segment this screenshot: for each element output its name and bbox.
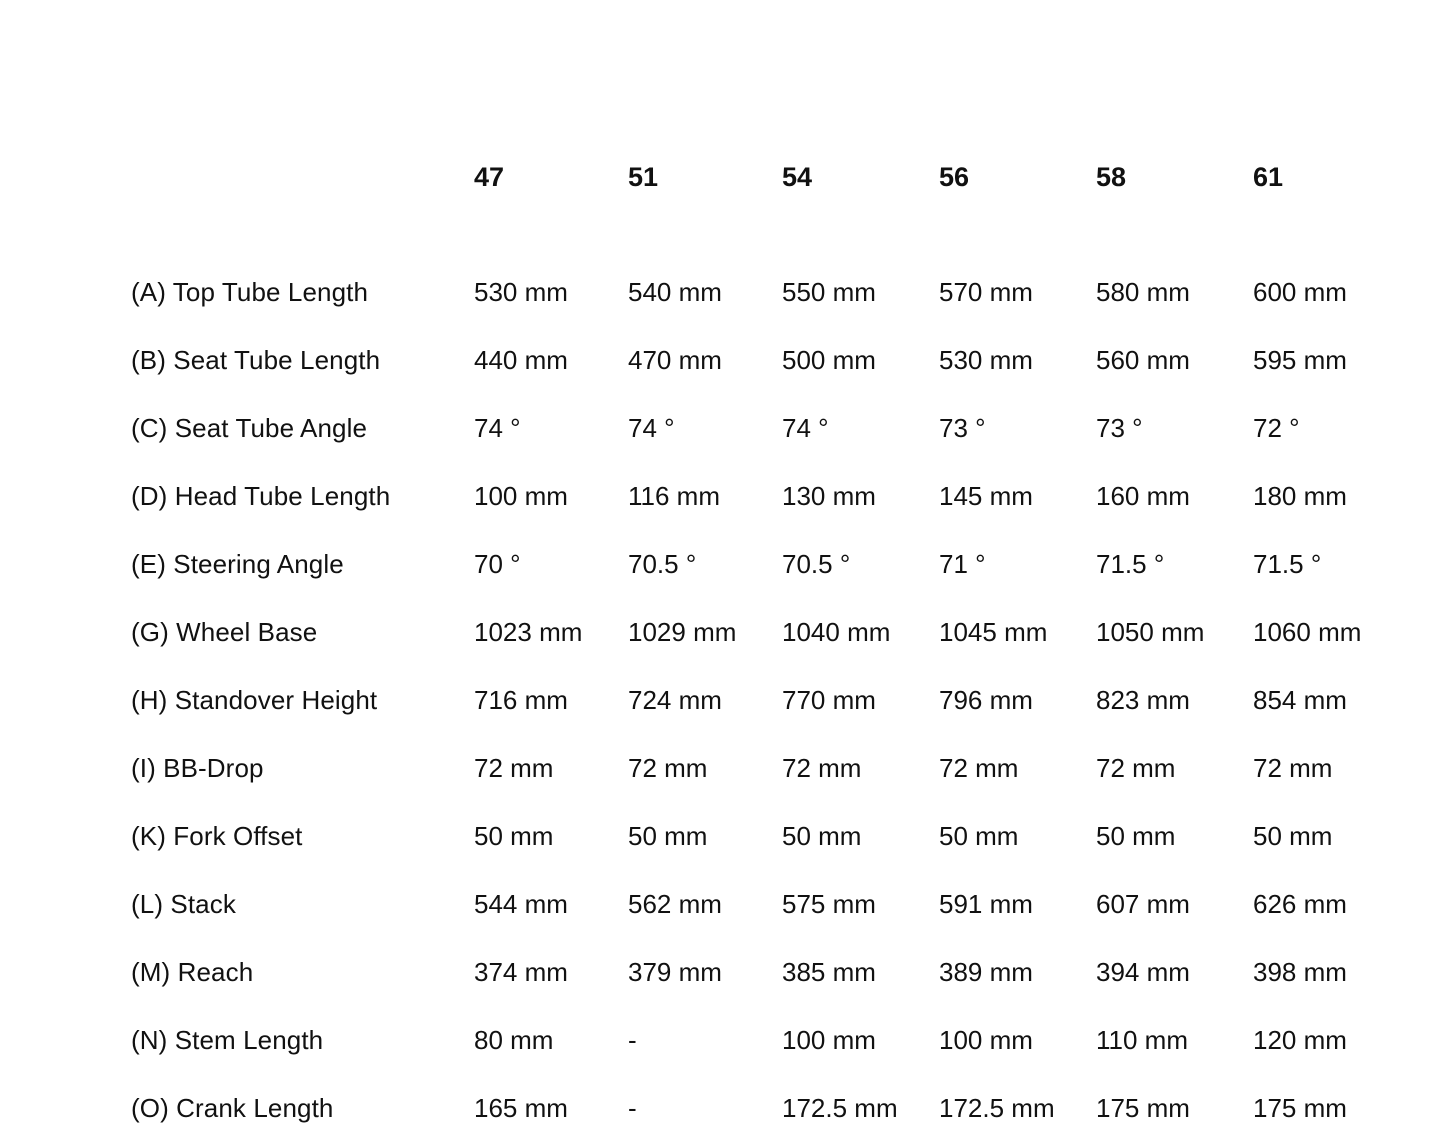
size-header: 58 (1096, 161, 1127, 192)
table-cell: 73 ° (939, 413, 986, 443)
table-cell: 575 mm (782, 889, 876, 919)
table-cell: 73 ° (1096, 413, 1143, 443)
table-cell: 1029 mm (628, 617, 737, 647)
table-cell: 385 mm (782, 957, 876, 987)
table-cell: 72 mm (939, 753, 1019, 783)
table-cell: 1040 mm (782, 617, 891, 647)
table-cell: 100 mm (939, 1025, 1033, 1055)
table-cell: 1050 mm (1096, 617, 1205, 647)
table-cell: 165 mm (474, 1093, 568, 1123)
table-cell: 180 mm (1253, 481, 1347, 511)
table-row (131, 326, 1434, 394)
table-cell: 500 mm (782, 345, 876, 375)
table-cell: 724 mm (628, 685, 722, 715)
table-cell: 607 mm (1096, 889, 1190, 919)
table-cell: 1045 mm (939, 617, 1048, 647)
table-cell: 110 mm (1096, 1025, 1188, 1055)
row-label: (G) Wheel Base (131, 617, 318, 647)
table-cell: 116 mm (628, 481, 720, 511)
table-cell: 74 ° (782, 413, 829, 443)
table-cell: 74 ° (474, 413, 521, 443)
row-label: (I) BB-Drop (131, 753, 264, 783)
table-cell: 560 mm (1096, 345, 1190, 375)
table-cell: 80 mm (474, 1025, 554, 1055)
table-cell: 394 mm (1096, 957, 1190, 987)
table-cell: 796 mm (939, 685, 1033, 715)
table-cell: 72 mm (1253, 753, 1333, 783)
table-cell: 71.5 ° (1096, 549, 1165, 579)
table-cell: 71 ° (939, 549, 986, 579)
table-cell: 120 mm (1253, 1025, 1347, 1055)
size-header: 54 (782, 161, 813, 192)
table-row (131, 1006, 1434, 1074)
size-header-row (131, 0, 1434, 236)
table-cell: 70.5 ° (628, 549, 697, 579)
geometry-table-body (131, 236, 1434, 1142)
header-corner (131, 0, 474, 236)
table-cell: 50 mm (782, 821, 862, 851)
row-label: (M) Reach (131, 957, 254, 987)
table-cell: - (628, 1025, 637, 1055)
row-label: (K) Fork Offset (131, 821, 303, 851)
table-cell: 130 mm (782, 481, 876, 511)
table-cell: 50 mm (1253, 821, 1333, 851)
row-label: (L) Stack (131, 889, 236, 919)
table-row (131, 462, 1434, 530)
table-row (131, 734, 1434, 802)
table-cell: 72 mm (628, 753, 708, 783)
table-cell: 530 mm (474, 277, 568, 307)
table-cell: 72 mm (782, 753, 862, 783)
table-cell: 72 mm (474, 753, 554, 783)
table-cell: 70.5 ° (782, 549, 851, 579)
row-label: (E) Steering Angle (131, 549, 344, 579)
table-row (131, 394, 1434, 462)
table-cell: 1060 mm (1253, 617, 1362, 647)
row-label: (B) Seat Tube Length (131, 345, 381, 375)
size-header: 51 (628, 161, 659, 192)
table-cell: 70 ° (474, 549, 521, 579)
table-cell: 50 mm (1096, 821, 1176, 851)
table-cell: 379 mm (628, 957, 722, 987)
table-row (131, 666, 1434, 734)
row-label: (H) Standover Height (131, 685, 378, 715)
row-label: (N) Stem Length (131, 1025, 324, 1055)
table-cell: 591 mm (939, 889, 1033, 919)
table-cell: 72 ° (1253, 413, 1300, 443)
table-row (131, 530, 1434, 598)
table-row (131, 1074, 1434, 1142)
table-cell: 175 mm (1253, 1093, 1347, 1123)
table-cell: 145 mm (939, 481, 1033, 511)
table-cell: 595 mm (1253, 345, 1347, 375)
row-label: (O) Crank Length (131, 1093, 334, 1123)
table-row (131, 598, 1434, 666)
table-cell: 72 mm (1096, 753, 1176, 783)
table-cell: 530 mm (939, 345, 1033, 375)
table-cell: 440 mm (474, 345, 568, 375)
table-cell: 570 mm (939, 277, 1033, 307)
table-cell: 580 mm (1096, 277, 1190, 307)
table-row (131, 870, 1434, 938)
table-cell: 470 mm (628, 345, 722, 375)
spacer-row (131, 236, 1434, 258)
table-row (131, 258, 1434, 326)
size-header: 61 (1253, 161, 1284, 192)
table-cell: 74 ° (628, 413, 675, 443)
table-cell: 175 mm (1096, 1093, 1190, 1123)
table-cell: 398 mm (1253, 957, 1347, 987)
size-header: 47 (474, 161, 505, 192)
table-cell: 389 mm (939, 957, 1033, 987)
table-cell: 172.5 mm (939, 1093, 1055, 1123)
table-cell: 50 mm (939, 821, 1019, 851)
table-cell: 100 mm (782, 1025, 876, 1055)
row-label: (D) Head Tube Length (131, 481, 391, 511)
table-cell: 854 mm (1253, 685, 1347, 715)
table-cell: 50 mm (474, 821, 554, 851)
table-cell: 562 mm (628, 889, 722, 919)
table-cell: 770 mm (782, 685, 876, 715)
table-cell: 160 mm (1096, 481, 1190, 511)
table-cell: 716 mm (474, 685, 568, 715)
table-cell: 550 mm (782, 277, 876, 307)
table-cell: 823 mm (1096, 685, 1190, 715)
table-cell: 50 mm (628, 821, 708, 851)
geometry-table (131, 0, 1434, 1142)
table-cell: 100 mm (474, 481, 568, 511)
table-cell: 600 mm (1253, 277, 1347, 307)
table-cell: 544 mm (474, 889, 568, 919)
table-cell: 71.5 ° (1253, 549, 1322, 579)
table-cell: 540 mm (628, 277, 722, 307)
size-header: 56 (939, 161, 970, 192)
table-cell: 626 mm (1253, 889, 1347, 919)
row-label: (C) Seat Tube Angle (131, 413, 368, 443)
table-cell: 374 mm (474, 957, 568, 987)
table-cell: 172.5 mm (782, 1093, 898, 1123)
table-row (131, 802, 1434, 870)
table-cell: - (628, 1093, 637, 1123)
row-label: (A) Top Tube Length (131, 277, 369, 307)
table-row (131, 938, 1434, 1006)
table-cell: 1023 mm (474, 617, 583, 647)
